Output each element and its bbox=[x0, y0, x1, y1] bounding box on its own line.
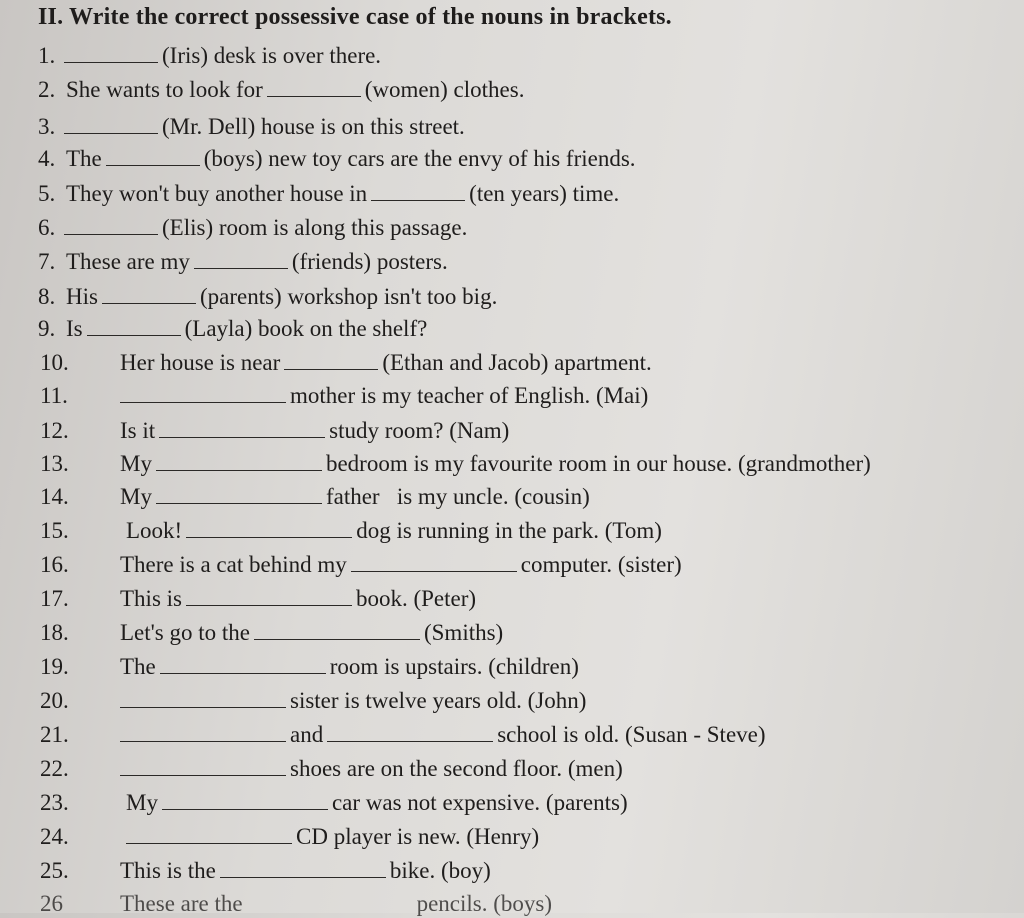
answer-blank[interactable] bbox=[106, 145, 200, 166]
item-number: 12. bbox=[40, 418, 69, 443]
item-number: 3. bbox=[38, 114, 56, 139]
item-number: 19. bbox=[40, 654, 69, 679]
item-text: (Smiths) bbox=[423, 620, 504, 645]
answer-blank[interactable] bbox=[87, 315, 181, 336]
item-text: pencils. (boys) bbox=[416, 891, 553, 916]
item-number: 4. bbox=[38, 146, 56, 171]
item-text-prefix: Let's go to the bbox=[120, 620, 250, 645]
item-text-suffix: school is old. (Susan - Steve) bbox=[497, 722, 766, 747]
item-text: (Elis) room is along this passage. bbox=[162, 215, 468, 240]
item-number: 24. bbox=[40, 824, 69, 849]
item-number: 1. bbox=[38, 43, 56, 68]
item-text: (women) clothes. bbox=[364, 77, 525, 102]
item-number: 20. bbox=[40, 688, 69, 713]
item-text-prefix: These are the bbox=[120, 891, 243, 916]
item-text: (Ethan and Jacob) apartment. bbox=[382, 350, 652, 375]
item-text-prefix: This is the bbox=[120, 858, 216, 883]
item-number: 25. bbox=[40, 858, 69, 883]
answer-blank[interactable] bbox=[160, 653, 326, 674]
item-number: 10. bbox=[40, 350, 69, 375]
item-text: book. (Peter) bbox=[355, 586, 477, 611]
answer-blank[interactable] bbox=[64, 113, 158, 134]
item-text: car was not expensive. (parents) bbox=[331, 790, 628, 815]
answer-blank[interactable] bbox=[64, 214, 158, 235]
item-text: (ten years) time. bbox=[469, 181, 620, 206]
item-text-prefix: His bbox=[66, 284, 98, 309]
item-number: 23. bbox=[40, 790, 69, 815]
item-text: bike. (boy) bbox=[389, 858, 491, 883]
item-text-prefix: The bbox=[120, 654, 156, 679]
item-text-prefix: They won't buy another house in bbox=[66, 181, 368, 206]
item-number: 2. bbox=[38, 77, 56, 102]
answer-blank[interactable] bbox=[284, 349, 378, 370]
answer-blank-second[interactable] bbox=[327, 721, 493, 742]
answer-blank[interactable] bbox=[102, 283, 196, 304]
item-text-prefix: She wants to look for bbox=[66, 77, 263, 102]
item-text: sister is twelve years old. (John) bbox=[290, 688, 587, 713]
item-text-prefix: There is a cat behind my bbox=[120, 552, 347, 577]
item-number: 8. bbox=[38, 284, 56, 309]
item-number: 18. bbox=[40, 620, 69, 645]
answer-blank[interactable] bbox=[254, 619, 420, 640]
item-text: (boys) new toy cars are the envy of his friends. bbox=[203, 146, 636, 171]
item-number: 13. bbox=[40, 451, 69, 476]
item-text: (Iris) desk is over there. bbox=[162, 43, 382, 68]
answer-blank[interactable] bbox=[186, 585, 352, 606]
answer-blank[interactable] bbox=[162, 789, 328, 810]
item-text-prefix: My bbox=[126, 790, 158, 815]
answer-blank[interactable] bbox=[220, 857, 386, 878]
item-number: 5. bbox=[38, 181, 56, 206]
answer-blank[interactable] bbox=[156, 483, 322, 504]
answer-blank[interactable] bbox=[120, 687, 286, 708]
item-text: (Layla) book on the shelf? bbox=[184, 316, 428, 341]
item-number: 7. bbox=[38, 249, 56, 274]
item-text: father is my uncle. (cousin) bbox=[325, 484, 590, 509]
item-text: (friends) posters. bbox=[291, 249, 448, 274]
item-text: shoes are on the second floor. (men) bbox=[290, 756, 623, 781]
item-text-prefix: Her house is near bbox=[120, 350, 281, 375]
answer-blank[interactable] bbox=[247, 890, 413, 911]
answer-blank[interactable] bbox=[120, 755, 286, 776]
item-text: mother is my teacher of English. (Mai) bbox=[290, 383, 649, 408]
item-number: 14. bbox=[40, 484, 69, 509]
answer-blank[interactable] bbox=[159, 417, 325, 438]
item-text: (parents) workshop isn't too big. bbox=[199, 284, 498, 309]
item-number: 16. bbox=[40, 552, 69, 577]
item-text: (Mr. Dell) house is on this street. bbox=[162, 114, 465, 139]
item-text-prefix: These are my bbox=[66, 249, 190, 274]
item-number: 9. bbox=[38, 316, 56, 341]
item-number: 6. bbox=[38, 215, 56, 240]
answer-blank[interactable] bbox=[126, 823, 292, 844]
answer-blank[interactable] bbox=[371, 180, 465, 201]
item-text-prefix: The bbox=[66, 146, 102, 171]
item-number: 22. bbox=[40, 756, 69, 781]
item-text: computer. (sister) bbox=[520, 552, 682, 577]
item-number: 15. bbox=[40, 518, 69, 543]
answer-blank[interactable] bbox=[120, 721, 286, 742]
item-text: room is upstairs. (children) bbox=[329, 654, 579, 679]
answer-blank[interactable] bbox=[351, 551, 517, 572]
exercise-title: II. Write the correct possessive case of the nouns in brackets. bbox=[38, 4, 672, 30]
item-text: CD player is new. (Henry) bbox=[296, 824, 540, 849]
item-number: 21. bbox=[40, 722, 69, 747]
answer-blank[interactable] bbox=[186, 517, 352, 538]
item-number: 26 bbox=[40, 891, 63, 916]
item-text: study room? (Nam) bbox=[329, 418, 510, 443]
item-text-prefix: My bbox=[120, 484, 152, 509]
item-text: bedroom is my favourite room in our house. (grandmother) bbox=[325, 451, 871, 476]
answer-blank[interactable] bbox=[156, 450, 322, 471]
item-text: and bbox=[290, 722, 324, 747]
item-text: dog is running in the park. (Tom) bbox=[356, 518, 662, 543]
answer-blank[interactable] bbox=[64, 42, 158, 63]
item-text-prefix: Is it bbox=[120, 418, 156, 443]
answer-blank[interactable] bbox=[267, 76, 361, 97]
item-text-prefix: Look! bbox=[126, 518, 183, 543]
item-text-prefix: This is bbox=[120, 586, 182, 611]
item-number: 17. bbox=[40, 586, 69, 611]
answer-blank[interactable] bbox=[120, 382, 286, 403]
item-text-prefix: My bbox=[120, 451, 152, 476]
item-text-prefix: Is bbox=[66, 316, 83, 341]
item-number: 11. bbox=[40, 383, 68, 408]
answer-blank[interactable] bbox=[194, 248, 288, 269]
